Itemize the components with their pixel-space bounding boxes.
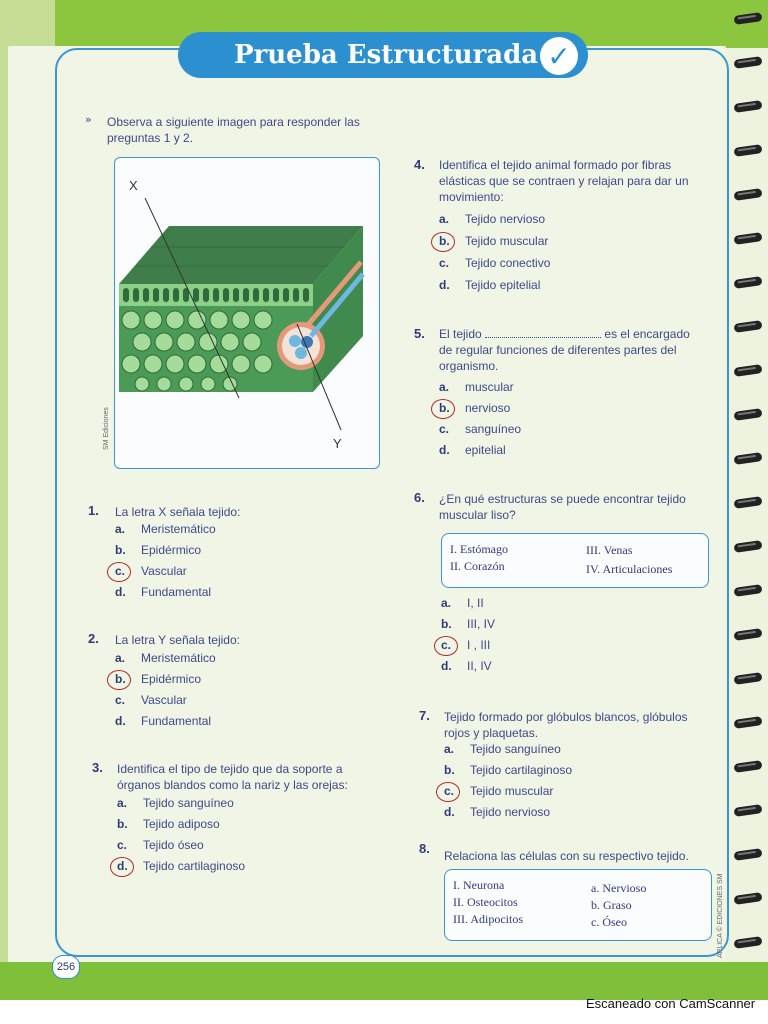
spiral-ring (734, 188, 763, 201)
option: c. Vascular (115, 564, 187, 578)
question-text: El tejido es el encargado de regular funciones de diferentes partes del organismo. (439, 327, 690, 373)
question-number: 6. (414, 490, 425, 505)
option: d. Fundamental (115, 714, 212, 728)
table-cell: IV. Articulaciones (586, 562, 673, 576)
option: d. II, IV (441, 659, 492, 673)
tissue-illustration (115, 158, 379, 468)
spiral-ring (734, 804, 763, 817)
option: c. Vascular (115, 693, 187, 707)
option: d. epitelial (439, 443, 506, 457)
option: c. Tejido conectivo (439, 256, 551, 270)
question-number: 1. (88, 503, 99, 518)
scanner-watermark: Escaneado con CamScanner (586, 996, 756, 1011)
question-text: La letra Y señala tejido: (115, 633, 240, 647)
side-credit: APLICA © EDICIONES SM (717, 873, 724, 958)
page-title: Prueba Estructurada (234, 40, 539, 70)
option: a. I, II (441, 596, 484, 610)
spiral-ring (734, 496, 763, 509)
question-text: Identifica el tejido animal formado por fibras elásticas que se contraen y relajan para dar un movimiento: (439, 158, 689, 204)
options-table (441, 533, 709, 588)
question-number: 5. (414, 326, 425, 341)
matching-table (444, 869, 712, 941)
answer-circle-mark (431, 399, 455, 419)
question-text: Tejido formado por glóbulos blancos, glóbulos rojos y plaquetas. (444, 710, 688, 740)
option: b. Tejido cartilaginoso (444, 763, 573, 777)
option: c. I , III (441, 638, 491, 652)
spiral-ring (734, 276, 763, 289)
spiral-ring (734, 364, 763, 377)
table-cell: c. Óseo (591, 915, 627, 929)
spiral-ring (734, 628, 763, 641)
table-cell: II. Osteocitos (453, 895, 518, 909)
spiral-ring (734, 936, 763, 949)
answer-circle-mark (431, 232, 455, 252)
option: b. III, IV (441, 617, 496, 631)
table-cell: b. Graso (591, 898, 632, 912)
option: a. Tejido sanguíneo (117, 796, 234, 810)
question-text: ¿En qué estructuras se puede encontrar tejido muscular liso? (439, 492, 686, 522)
option: a. Meristemático (115, 651, 216, 665)
option: a. Tejido sanguíneo (444, 742, 561, 756)
option: d. Tejido cartilaginoso (117, 859, 246, 873)
spiral-ring (734, 892, 763, 905)
option: c. Tejido óseo (117, 838, 204, 852)
table-cell: I. Estómago (450, 542, 508, 556)
spiral-ring (734, 584, 763, 597)
table-cell: III. Venas (586, 543, 633, 557)
answer-circle-mark (107, 670, 131, 690)
spiral-ring (734, 540, 763, 553)
label-x: X (129, 178, 138, 193)
intro-text: Observa a siguiente imagen para responder las preguntas 1 y 2. (107, 115, 360, 145)
table-cell: a. Nervioso (591, 881, 647, 895)
option: c. sanguíneo (439, 422, 522, 436)
answer-circle-mark (436, 782, 460, 802)
spiral-ring (734, 716, 763, 729)
answer-circle-mark (434, 636, 458, 656)
spiral-ring (734, 144, 763, 157)
option: b. Epidérmico (115, 543, 202, 557)
question-number: 7. (419, 708, 430, 723)
figure-credit: SM Ediciones (103, 407, 110, 450)
fill-blank (485, 337, 601, 338)
page-number: 256 (52, 955, 80, 979)
question-number: 3. (92, 760, 103, 775)
spiral-ring (734, 452, 763, 465)
label-y: Y (333, 436, 342, 451)
option: b. Tejido muscular (439, 234, 549, 248)
table-cell: I. Neurona (453, 878, 505, 892)
checkmark-icon: ✓ (540, 37, 578, 75)
option: b. Tejido adiposo (117, 817, 220, 831)
spiral-ring (734, 672, 763, 685)
title-banner (178, 32, 588, 78)
spiral-ring (734, 56, 763, 69)
spiral-binding (728, 0, 768, 1000)
question-text: Relaciona las células con su respectivo tejido. (444, 849, 689, 863)
table-cell: II. Corazón (450, 559, 505, 573)
question-text: Identifica el tipo de tejido que da soporte a órganos blandos como la nariz y las orejas: (117, 762, 348, 792)
tissue-figure (114, 157, 380, 469)
spiral-ring (734, 408, 763, 421)
spiral-ring (734, 100, 763, 113)
option: a. Tejido nervioso (439, 212, 546, 226)
spiral-ring (734, 760, 763, 773)
table-cell: III. Adipocitos (453, 912, 523, 926)
bottom-green-band (0, 962, 768, 1000)
option: a. muscular (439, 380, 514, 394)
question-number: 8. (419, 841, 430, 856)
question-text: La letra X señala tejido: (115, 505, 241, 519)
answer-circle-mark (107, 562, 131, 582)
option: b. Epidérmico (115, 672, 202, 686)
spiral-ring (734, 848, 763, 861)
option: d. Fundamental (115, 585, 212, 599)
spiral-ring (734, 232, 763, 245)
option: c. Tejido muscular (444, 784, 554, 798)
bullet-icon: » (85, 113, 92, 126)
spiral-ring (734, 320, 763, 333)
option: b. nervioso (439, 401, 511, 415)
option: d. Tejido epitelial (439, 278, 541, 292)
option: d. Tejido nervioso (444, 805, 551, 819)
question-number: 4. (414, 157, 425, 172)
question-number: 2. (88, 631, 99, 646)
answer-circle-mark (110, 857, 134, 877)
spiral-ring (734, 12, 763, 25)
option: a. Meristemático (115, 522, 216, 536)
